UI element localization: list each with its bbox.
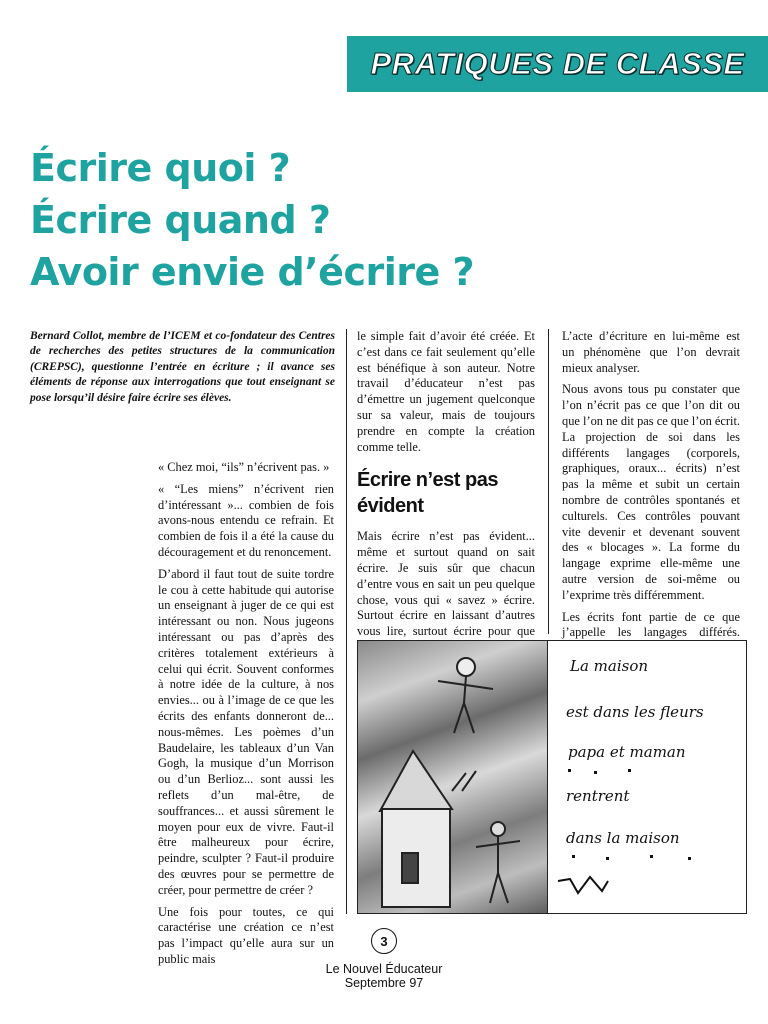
title-line-2: Écrire quand ? [30,198,331,242]
paragraph: Mais écrire n’est pas évident... même et surtout quand on sait écrire. Je suis sûr que chacun d’entre vous en sait un peu quelque chose, vous qui « savez » écrire. Surtout écrire en laissant d’autres vous lire, surtout écrire pour que [357,529,535,639]
figure-child-work [357,640,747,914]
section-banner [347,36,768,92]
paragraph: Une fois pour toutes, ce qui caractérise une création ce n’est pas l’impact qu’elle aura sur un public mais [158,904,334,966]
handwriting-line: rentrent [566,787,630,805]
article-intro: Bernard Collot, membre de l’ICEM et co-fondateur des Centres de recherches des petites structures de la communication (CREPSC), questionne l’entrée en écriture ; il avance ses éléments de réponse aux interrogations que tout enseignant se pose lorsqu’il désire faire écrire ses élèves. [30,330,335,404]
paragraph: « “Les miens” n’écrivent rien d’intéressant »... combien de fois avons-nous entendu ce refrain. Et combien de fois il a été la cause du découragement et du renoncement. [158,481,334,559]
paragraph: Nous avons tous pu constater que l’on n’écrit pas ce que l’on dit ou que l’on ne dit pas ce que l’on écrit. La projection de soi dans les différents langages (corporels, graphiques, oraux... écrits) n’est pas la même et subit un certain nombre de contrôles spontanés et culturels. Ces contrôles pouvant vite devenir et devenant souvent des « blocages ». La forme du langage exprime elle-même une autre version de soi-même ou l’exprime très différemment. [562,382,740,602]
handwriting-sample-image [547,641,747,913]
column-divider [548,329,549,634]
title-line-1: Écrire quoi ? [30,146,291,190]
paragraph: « Chez moi, “ils” n’écrivent pas. » [158,460,330,474]
title-line-3: Avoir envie d’écrire ? [30,250,475,294]
magazine-name: Le Nouvel Éducateur [325,962,443,976]
handwriting-line: papa et maman [568,743,686,761]
page-number: 3 [371,928,397,954]
footer [284,962,484,990]
child-drawing-image [358,641,547,913]
issue-date: Septembre 97 [344,976,424,990]
paragraph: L’acte d’écriture en lui-même est un phénomène que l’on devrait mieux analyser. [562,329,740,375]
text-column-3 [562,329,740,663]
column-divider [346,329,347,914]
handwriting-line: est dans les fleurs [566,703,704,721]
section-title: PRATIQUES DE CLASSE [370,46,745,81]
section-subheading: Écrire n’est pas évident [357,469,498,518]
handwriting-line: dans la maison [566,829,680,847]
text-column-2 [357,329,535,662]
text-column-1 [158,460,334,974]
paragraph: Les écrits font partie de ce que j’appelle les langages différés. [562,609,740,640]
handwriting-line: La maison [570,657,649,675]
article-title [30,142,474,298]
paragraph: le simple fait d’avoir été créée. Et c’est dans ce fait seulement qu’elle est bénéfique à son auteur. Notre travail d’éducateur n’est pas d’émettre un jugement quelconque sur sa valeur, mais de toujours prendre en compte la création comme telle. [357,329,535,454]
paragraph: D’abord il faut tout de suite tordre le cou à cette habitude qui autorise un enseignant à juger de ce qui est intéressant ou non. Nous jugeons intéressant ou pas d’après des critères totalement extérieurs à celui qui écrit. Souvent conformes à notre idée de la culture, à nos envies... ou à l’image de ce que les écrits des enfants donneront de... nous-mêmes. Les poèmes d’un Baudelaire, les tableaux d’un Van Gogh, la musique d’un Morrison ou d’un Berlioz... sont aussi les reflets d’un mal-être, de souffrances... et aussi sûrement le moyen pour eux de vivre. Faut-il être malheureux pour écrire, peindre, sculpter ? Faut-il produire des œuvres pour se permettre de créer, pour permettre de créer ? [158,566,334,897]
